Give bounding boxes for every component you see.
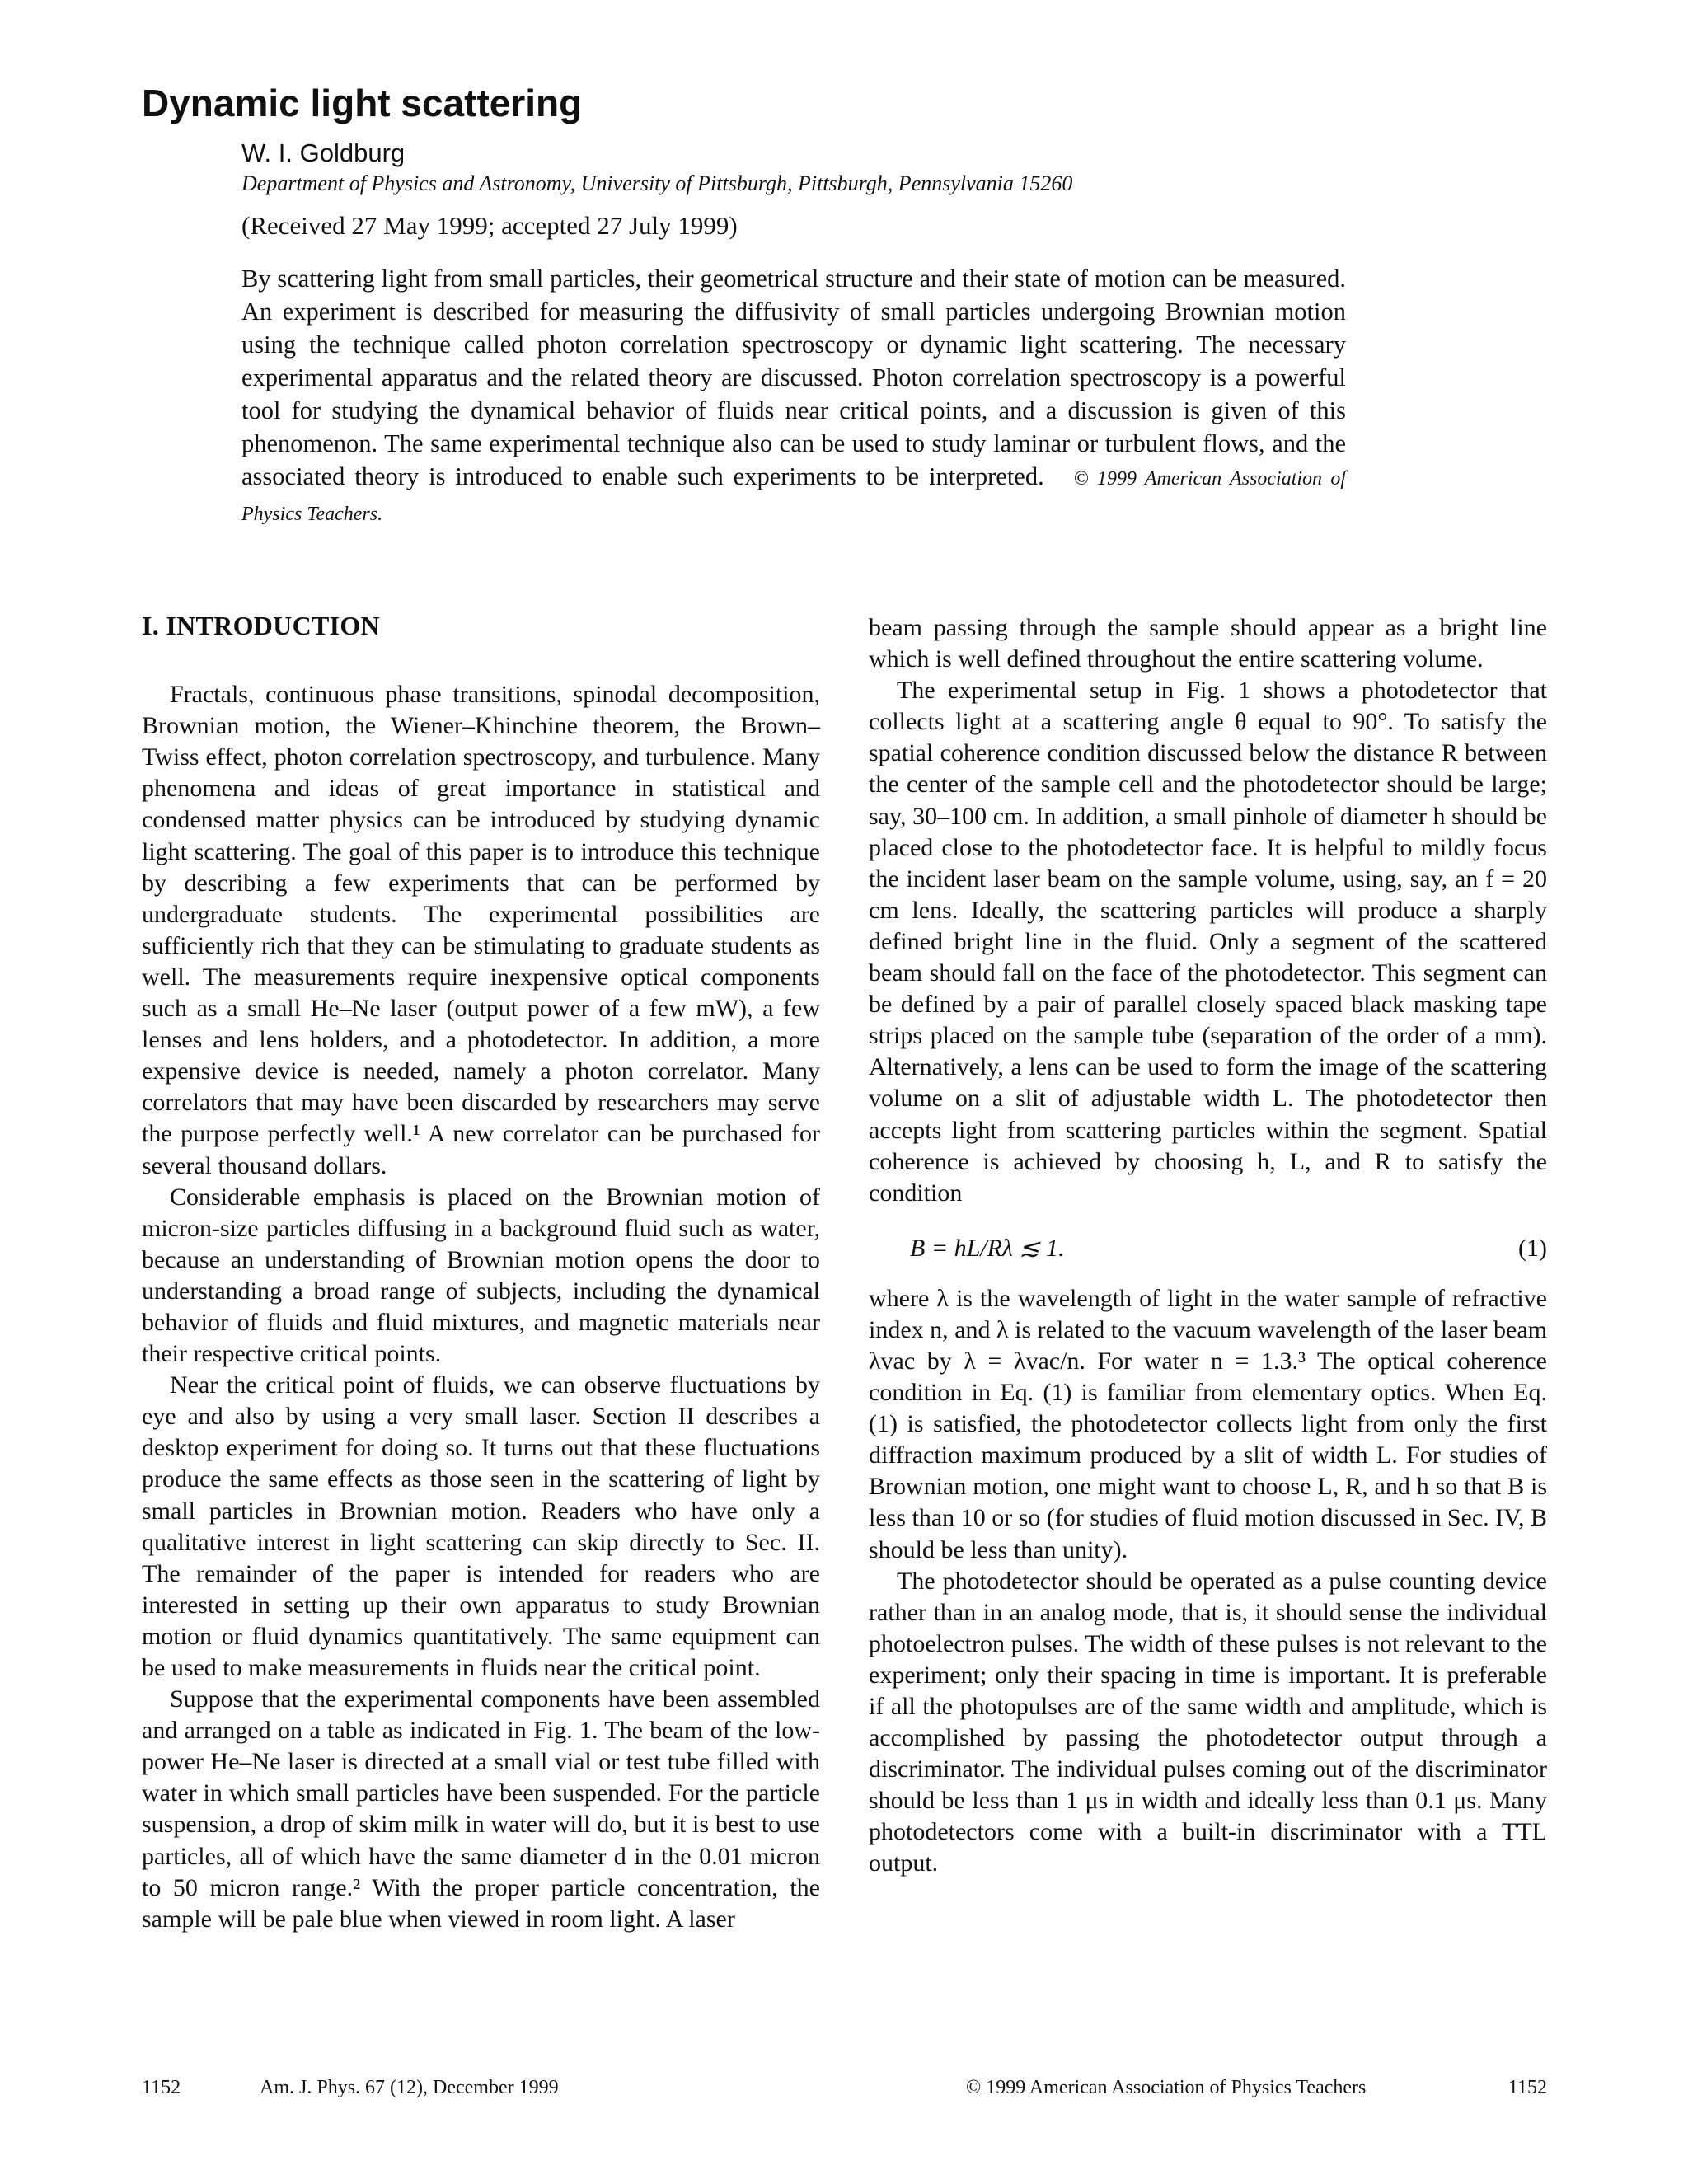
paragraph: Fractals, continuous phase transitions, spinodal decomposition, Brownian motion, the Wiener–Khinchine theorem, the Brown–Twiss effect, photon correlation spectroscopy, and turbulence. Many phenomena and ideas of great importance in statistical and condensed matter physics can be introduced by studying dynamic light scattering. The goal of this paper is to introduce this technique by describing a few experiments that can be performed by undergraduate students. The experimental possibilities are sufficiently rich that they can be stimulating to graduate students as well. The measurements require inexpensive optical components such as a small He–Ne laser (output power of a few mW), a few lenses and lens holders, and a photodetector. In addition, a more expensive device is needed, namely a photon correlator. Many correlators that may have been discarded by researchers may serve the purpose perfectly well.¹ A new correlator can be purchased for several thousand dollars. <box>142 681 820 1179</box>
footer-journal-citation: Am. J. Phys. 67 (12), December 1999 <box>260 2077 559 2098</box>
received-dates: (Received 27 May 1999; accepted 27 July 1999) <box>241 211 738 240</box>
paragraph: Near the critical point of fluids, we can observe fluctuations by eye and also by using a very small laser. Section II describes a desktop experiment for doing so. It turns out that these fluctuations produce the same effects as those seen in the scattering of light by small particles in Brownian motion. Readers who have only a qualitative interest in light scattering can skip directly to Sec. II. The remainder of the paper is intended for readers who are interested in setting up their own apparatus to study Brownian motion or fluid dynamics quantitatively. The same equipment can be used to make measurements in fluids near the critical point. <box>142 1371 820 1681</box>
page-footer <box>142 2077 1547 2102</box>
footer-page-number-left: 1152 <box>142 2077 181 2098</box>
left-column <box>142 610 820 1935</box>
paragraph: beam passing through the sample should appear as a bright line which is well defined throughout the entire scattering volume. <box>869 614 1547 673</box>
equation-1 <box>869 1224 1547 1273</box>
equation-body: B = hL/Rλ ≲ 1. <box>910 1234 1065 1262</box>
author-name: W. I. Goldburg <box>241 138 406 167</box>
abstract <box>241 262 1346 531</box>
author-affiliation: Department of Physics and Astronomy, University of Pittsburgh, Pittsburgh, Pennsylvania 15260 <box>241 171 1073 195</box>
paper-title: Dynamic light scattering <box>142 82 583 124</box>
footer-page-number-right: 1152 <box>1507 2077 1547 2098</box>
footer-copyright: © 1999 American Association of Physics Teachers <box>966 2077 1367 2098</box>
abstract-copyright: © 1999 American Association of Physics Teachers. <box>241 468 1346 525</box>
equation-number: (1) <box>1518 1234 1547 1262</box>
paragraph: where λ is the wavelength of light in the water sample of refractive index n, and λ is related to the vacuum wavelength of the laser beam λvac by λ = λvac/n. For water n = 1.3.³ The optical coherence condition in Eq. (1) is familiar from elementary optics. When Eq. (1) is satisfied, the photodetector collects light from only the first diffraction maximum produced by a slit of width L. For studies of Brownian motion, one might want to choose L, R, and h so that B is less than 10 or so (for studies of fluid motion discussed in Sec. IV, B should be less than unity). <box>869 1284 1547 1563</box>
right-column <box>869 612 1547 1880</box>
paragraph: Considerable emphasis is placed on the Brownian motion of micron-size particles diffusing in a background fluid such as water, because an understanding of Brownian motion opens the door to understanding a broad range of subjects, including the dynamical behavior of fluids and fluid mixtures, and magnetic materials near their respective critical points. <box>142 1183 820 1368</box>
paragraph: The photodetector should be operated as a pulse counting device rather than in an analog mode, that is, it should sense the individual photoelectron pulses. The width of these pulses is not relevant to the experiment; only their spacing in time is important. It is preferable if all the photopulses are of the same width and amplitude, which is accomplished by passing the photodetector output through a discriminator. The individual pulses coming out of the discriminator should be less than 1 μs in width and ideally less than 0.1 μs. Many photodetectors come with a built-in discriminator with a TTL output. <box>869 1567 1547 1877</box>
paragraph: The experimental setup in Fig. 1 shows a photodetector that collects light at a scattering angle θ equal to 90°. To satisfy the spatial coherence condition discussed below the distance R between the center of the sample cell and the photodetector should be large; say, 30–100 cm. In addition, a small pinhole of diameter h should be placed close to the photodetector face. It is helpful to mildly focus the incident laser beam on the sample volume, using, say, an f = 20 cm lens. Ideally, the scattering particles will produce a sharply defined bright line in the fluid. Only a segment of the scattered beam should fall on the face of the photodetector. This segment can be defined by a pair of parallel closely spaced black masking tape strips placed on the sample tube (separation of the order of a mm). Alternatively, a lens can be used to form the image of the scattering volume on a slit of adjustable width L. The photodetector then accepts light from scattering particles within the segment. Spatial coherence is achieved by choosing h, L, and R to satisfy the condition <box>869 677 1547 1207</box>
paragraph: Suppose that the experimental components have been assembled and arranged on a table as indicated in Fig. 1. The beam of the low-power He–Ne laser is directed at a small vial or test tube filled with water in which small particles have been suspended. For the particle suspension, a drop of skim milk in water will do, but it is best to use particles, all of which have the same diameter d in the 0.01 micron to 50 micron range.² With the proper particle concentration, the sample will be pale blue when viewed in room light. A laser <box>142 1685 820 1933</box>
section-heading-introduction: I. INTRODUCTION <box>142 611 380 640</box>
abstract-text: By scattering light from small particles, their geometrical structure and their state of motion can be measured. An experiment is described for measuring the diffusivity of small particles undergoing Brownian motion using the technique called photon correlation spectroscopy or dynamic light scattering. The necessary experimental apparatus and the related theory are discussed. Photon correlation spectroscopy is a powerful tool for studying the dynamical behavior of fluids near critical points, and a discussion is given of this phenomenon. The same experimental technique also can be used to study laminar or turbulent flows, and the associated theory is introduced to enable such experiments to be interpreted. <box>241 265 1346 490</box>
